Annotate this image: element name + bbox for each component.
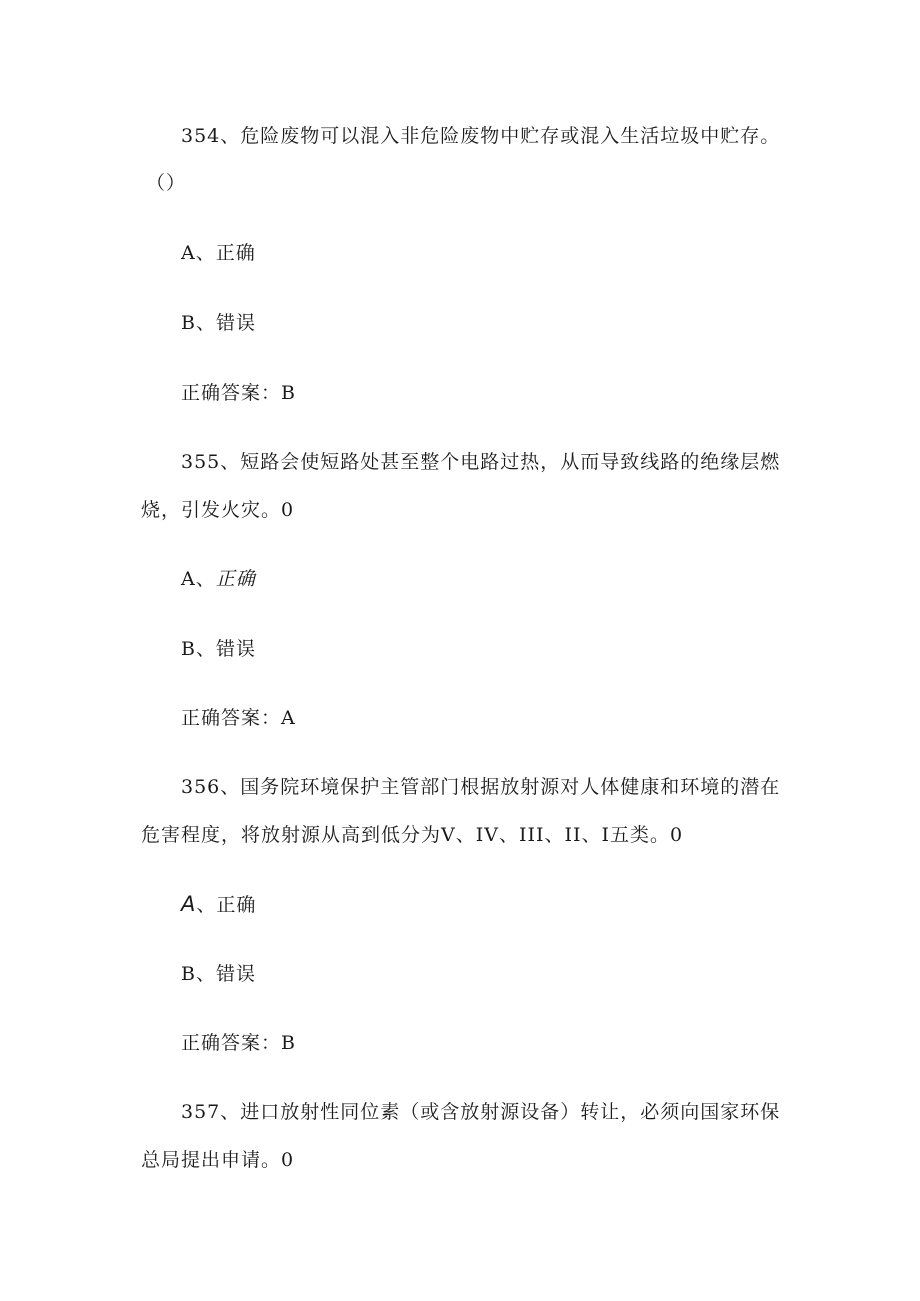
question-355-option-a [181,567,256,591]
question-356-option-a-label: 、正确 [196,894,257,916]
question-355-option-b: B、错误 [181,638,256,660]
question-356-option-a [181,892,256,917]
question-354-option-a-letter: A [181,242,196,264]
question-354-option-a-label: 、正确 [195,242,256,264]
question-356-text-line2: 危害程度，将放射源从高到低分为V、IV、III、II、I五类。0 [141,824,684,846]
question-354-text-line2: （） [146,172,187,194]
question-354-answer: 正确答案：B [181,382,296,404]
question-355-option-a-label: 正确 [215,568,256,590]
question-357-text-line2: 总局提出申请。0 [141,1149,295,1171]
question-354-text-line1: 354、危险废物可以混入非危险废物中贮存或混入生活垃圾中贮存。 [181,125,781,147]
question-354-option-a [181,241,256,265]
question-354-option-b: B、错误 [181,312,256,334]
question-355-text-line2: 烧，引发火灾。0 [141,499,295,521]
question-356-option-a-letter: A [181,892,197,916]
question-355-option-a-letter: A、 [181,568,216,590]
question-356-answer: 正确答案：B [181,1032,296,1054]
question-355-answer: 正确答案：A [181,707,296,729]
question-355-text-line1: 355、短路会使短路处甚至整个电路过热，从而导致线路的绝缘层燃 [181,451,781,473]
question-356-text-line1: 356、国务院环境保护主管部门根据放射源对人体健康和环境的潜在 [181,776,781,798]
question-357-text-line1: 357、进口放射性同位素（或含放射源设备）转让，必须向国家环保 [181,1101,781,1123]
question-356-option-b: B、错误 [181,963,256,985]
